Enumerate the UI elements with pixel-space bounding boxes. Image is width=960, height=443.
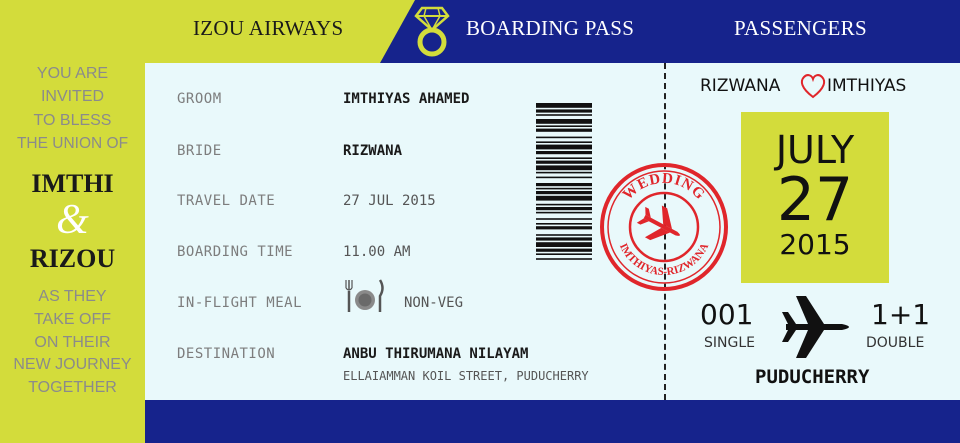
barcode-bar	[536, 157, 592, 159]
date-year: 2015	[779, 228, 851, 261]
barcode-bar	[536, 177, 592, 179]
barcode-bar	[536, 191, 592, 194]
stamp-top-text: WEDDING	[619, 170, 709, 204]
closing-line-4: NEW JOURNEY	[13, 356, 132, 373]
barcode-bar	[536, 165, 592, 170]
closing-line-1: AS THEY	[38, 288, 107, 305]
barcode-bar	[536, 137, 592, 139]
barcode-bar	[536, 207, 592, 210]
seat-count-double: 1+1	[871, 298, 931, 331]
destination-address: ELLAIAMMAN KOIL STREET, PUDUCHERRY	[343, 369, 589, 383]
barcode-bar	[536, 212, 592, 214]
bride-passenger-name: RIZWANA	[700, 76, 781, 96]
seat-label-double: DOUBLE	[866, 335, 925, 351]
ampersand: &	[56, 197, 89, 243]
boarding-time-label: BOARDING TIME	[177, 244, 294, 260]
barcode	[536, 103, 592, 335]
groom-nickname: IMTHI	[31, 169, 114, 198]
ring-icon	[412, 4, 452, 58]
stamp-airplane-icon	[633, 199, 689, 251]
barcode-bar	[536, 204, 592, 206]
closing-line-2: TAKE OFF	[33, 311, 112, 328]
airplane-icon	[782, 294, 856, 360]
barcode-bar	[536, 119, 592, 124]
bride-value: RIZWANA	[343, 143, 403, 159]
barcode-bar	[536, 183, 592, 186]
barcode-bar	[536, 188, 592, 190]
meal-label: IN-FLIGHT MEAL	[177, 295, 303, 311]
invite-line-1: YOU ARE	[36, 65, 109, 82]
boarding-pass-title: BOARDING PASS	[466, 16, 635, 40]
travel-date-label: TRAVEL DATE	[177, 193, 276, 209]
barcode-bar	[536, 253, 592, 255]
stamp-bottom-text: IMTHIYAS-RIZWANA	[616, 241, 712, 279]
barcode-bar	[536, 129, 592, 132]
barcode-bar	[536, 125, 592, 127]
closing-line-3: ON THEIR	[34, 334, 111, 351]
barcode-bar	[536, 218, 592, 220]
invite-line-2: INVITED	[40, 88, 105, 105]
wedding-stamp	[598, 161, 730, 293]
meal-value: NON-VEG	[404, 295, 464, 311]
heart-icon	[799, 73, 827, 99]
barcode-bar	[536, 226, 592, 229]
destination-city: PUDUCHERRY	[755, 366, 870, 388]
travel-date-value: 27 JUL 2015	[343, 193, 436, 209]
barcode-bar	[536, 145, 592, 150]
barcode-bar	[536, 172, 592, 174]
seat-count-single: 001	[700, 298, 754, 331]
invite-line-3: TO BLESS	[33, 112, 112, 129]
barcode-bar	[536, 103, 592, 108]
date-month: JULY	[775, 128, 855, 172]
closing-line-5: TOGETHER	[28, 379, 117, 396]
barcode-bar	[536, 258, 592, 260]
groom-label: GROOM	[177, 91, 222, 107]
groom-passenger-name: IMTHIYAS	[827, 76, 907, 96]
barcode-bar	[536, 249, 592, 252]
barcode-bar	[536, 114, 592, 116]
barcode-bar	[536, 242, 592, 247]
date-day: 27	[776, 165, 854, 235]
barcode-bar	[536, 109, 592, 112]
destination-label: DESTINATION	[177, 346, 276, 362]
barcode-bar	[536, 151, 592, 154]
groom-value: IMTHIYAS AHAMED	[343, 91, 470, 107]
barcode-bar	[536, 161, 592, 164]
barcode-bar	[536, 237, 592, 240]
seat-label-single: SINGLE	[704, 335, 755, 351]
boarding-time-value: 11.00 AM	[343, 244, 411, 260]
bride-nickname: RIZOU	[29, 244, 116, 273]
plate-cutlery-icon	[343, 278, 385, 316]
bride-label: BRIDE	[177, 143, 222, 159]
ticket-footer-band	[145, 400, 960, 443]
invite-line-4: THE UNION OF	[16, 135, 129, 152]
barcode-bar	[536, 196, 592, 201]
barcode-bar	[536, 141, 592, 143]
barcode-bar	[536, 223, 592, 225]
airline-name: IZOU AIRWAYS	[193, 16, 344, 40]
destination-value: ANBU THIRUMANA NILAYAM	[343, 346, 529, 362]
passengers-title: PASSENGERS	[734, 16, 867, 40]
barcode-bar	[536, 234, 592, 236]
